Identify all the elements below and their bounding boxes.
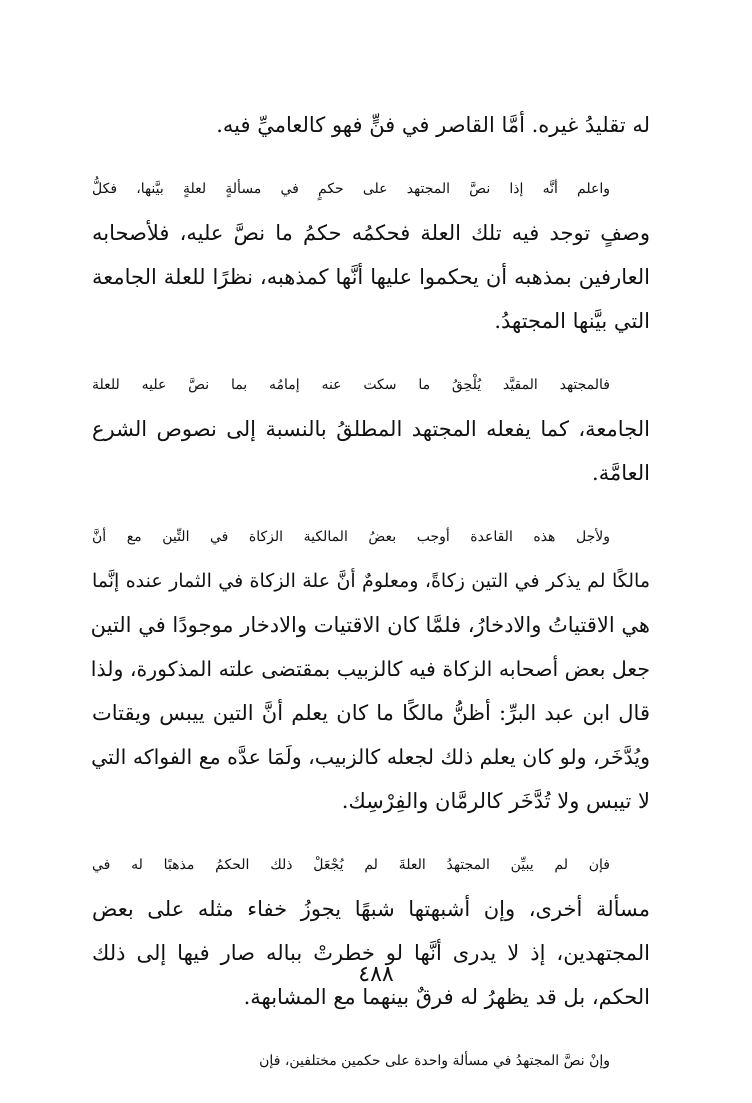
text-line: الجامعة، كما يفعله المجتهد المطلقُ بالنسبة إلى نصوص الشرع (92, 417, 650, 441)
text-line: قال ابن عبد البرِّ: أظنُّ مالكًا ما كان يعلم أنَّ التين ييبس ويقتات (92, 701, 650, 725)
text-line: وصفٍ توجد فيه تلك العلة فحكمُه حكمُ ما نصَّ عليه، فلأصحابه (92, 221, 650, 245)
text-line: المجتهدين، إذ لا يدرى أنَّها لو خطرتْ بباله صار فيها إلى ذلك (92, 941, 650, 965)
page-number: ٤٨٨ (358, 962, 394, 987)
text-line: واعلم أنَّه إذا نصَّ المجتهد على حكمٍ في مسألةٍ لعلةٍ بيَّنها، فكلُّ (92, 181, 610, 197)
text-line: لا تيبس ولا تُدَّخَر كالرمَّان والفِرْسِك. (341, 789, 650, 813)
text-line: فالمجتهد المقيَّد يُلْحِقُ ما سكت عنه إمامُه بما نصَّ عليه للعلة (92, 377, 610, 393)
text-line: ويُدَّخَر، ولو كان يعلم ذلك لجعله كالزبيب، ولَمَا عدَّه مع الفواكه التي (91, 745, 650, 769)
text-line: ولأجل هذه القاعدة أوجب بعضُ المالكية الزكاة في التِّين مع أنَّ (92, 529, 610, 545)
paragraph-6 (92, 1039, 650, 1083)
text-line: وإنْ نصَّ المجتهدُ في مسألة واحدة على حكمين مختلفين، فإن (259, 1053, 610, 1069)
paragraph-5 (92, 843, 650, 1019)
text-line: العارفين بمذهبه أن يحكموا عليها أنَّها كمذهبه، نظرًا للعلة الجامعة (92, 265, 650, 289)
text-line: الحكم، بل قد يظهرُ له فرقٌ بينهما مع المشابهة. (243, 985, 650, 1009)
text-line: له تقليدُ غيره. أمَّا القاصر في فنٍّ فهو كالعاميِّ فيه. (216, 113, 650, 137)
text-line: التي بيَّنها المجتهدُ. (494, 309, 650, 333)
paragraph-2 (92, 167, 650, 343)
text-line: فإن لم يبيِّن المجتهدُ العلةَ لم يُجْعَلْ ذلك الحكمُ مذهبًا له في (92, 857, 610, 873)
paragraph-4 (92, 515, 650, 823)
body-text (92, 103, 650, 1103)
text-line: جعل بعض أصحابه الزكاة فيه كالزبيب بمقتضى علته المذكورة، ولذا (90, 657, 650, 681)
text-line: مالكًا لم يذكر في التين زكاةً، ومعلومٌ أنَّ علة الزكاة في الثمار عنده إنَّما (92, 570, 650, 592)
text-line: هي الاقتياتُ والادخارُ، فلمَّا كان الاقتيات والادخار موجودًا في التين (90, 613, 650, 637)
paragraph-3 (92, 363, 650, 495)
text-line: مسألة أخرى، وإن أشبهتها شبهًا يجوزُ خفاء مثله على بعض (92, 897, 650, 921)
paragraph-1 (92, 103, 650, 147)
text-line: العامَّة. (592, 461, 650, 485)
